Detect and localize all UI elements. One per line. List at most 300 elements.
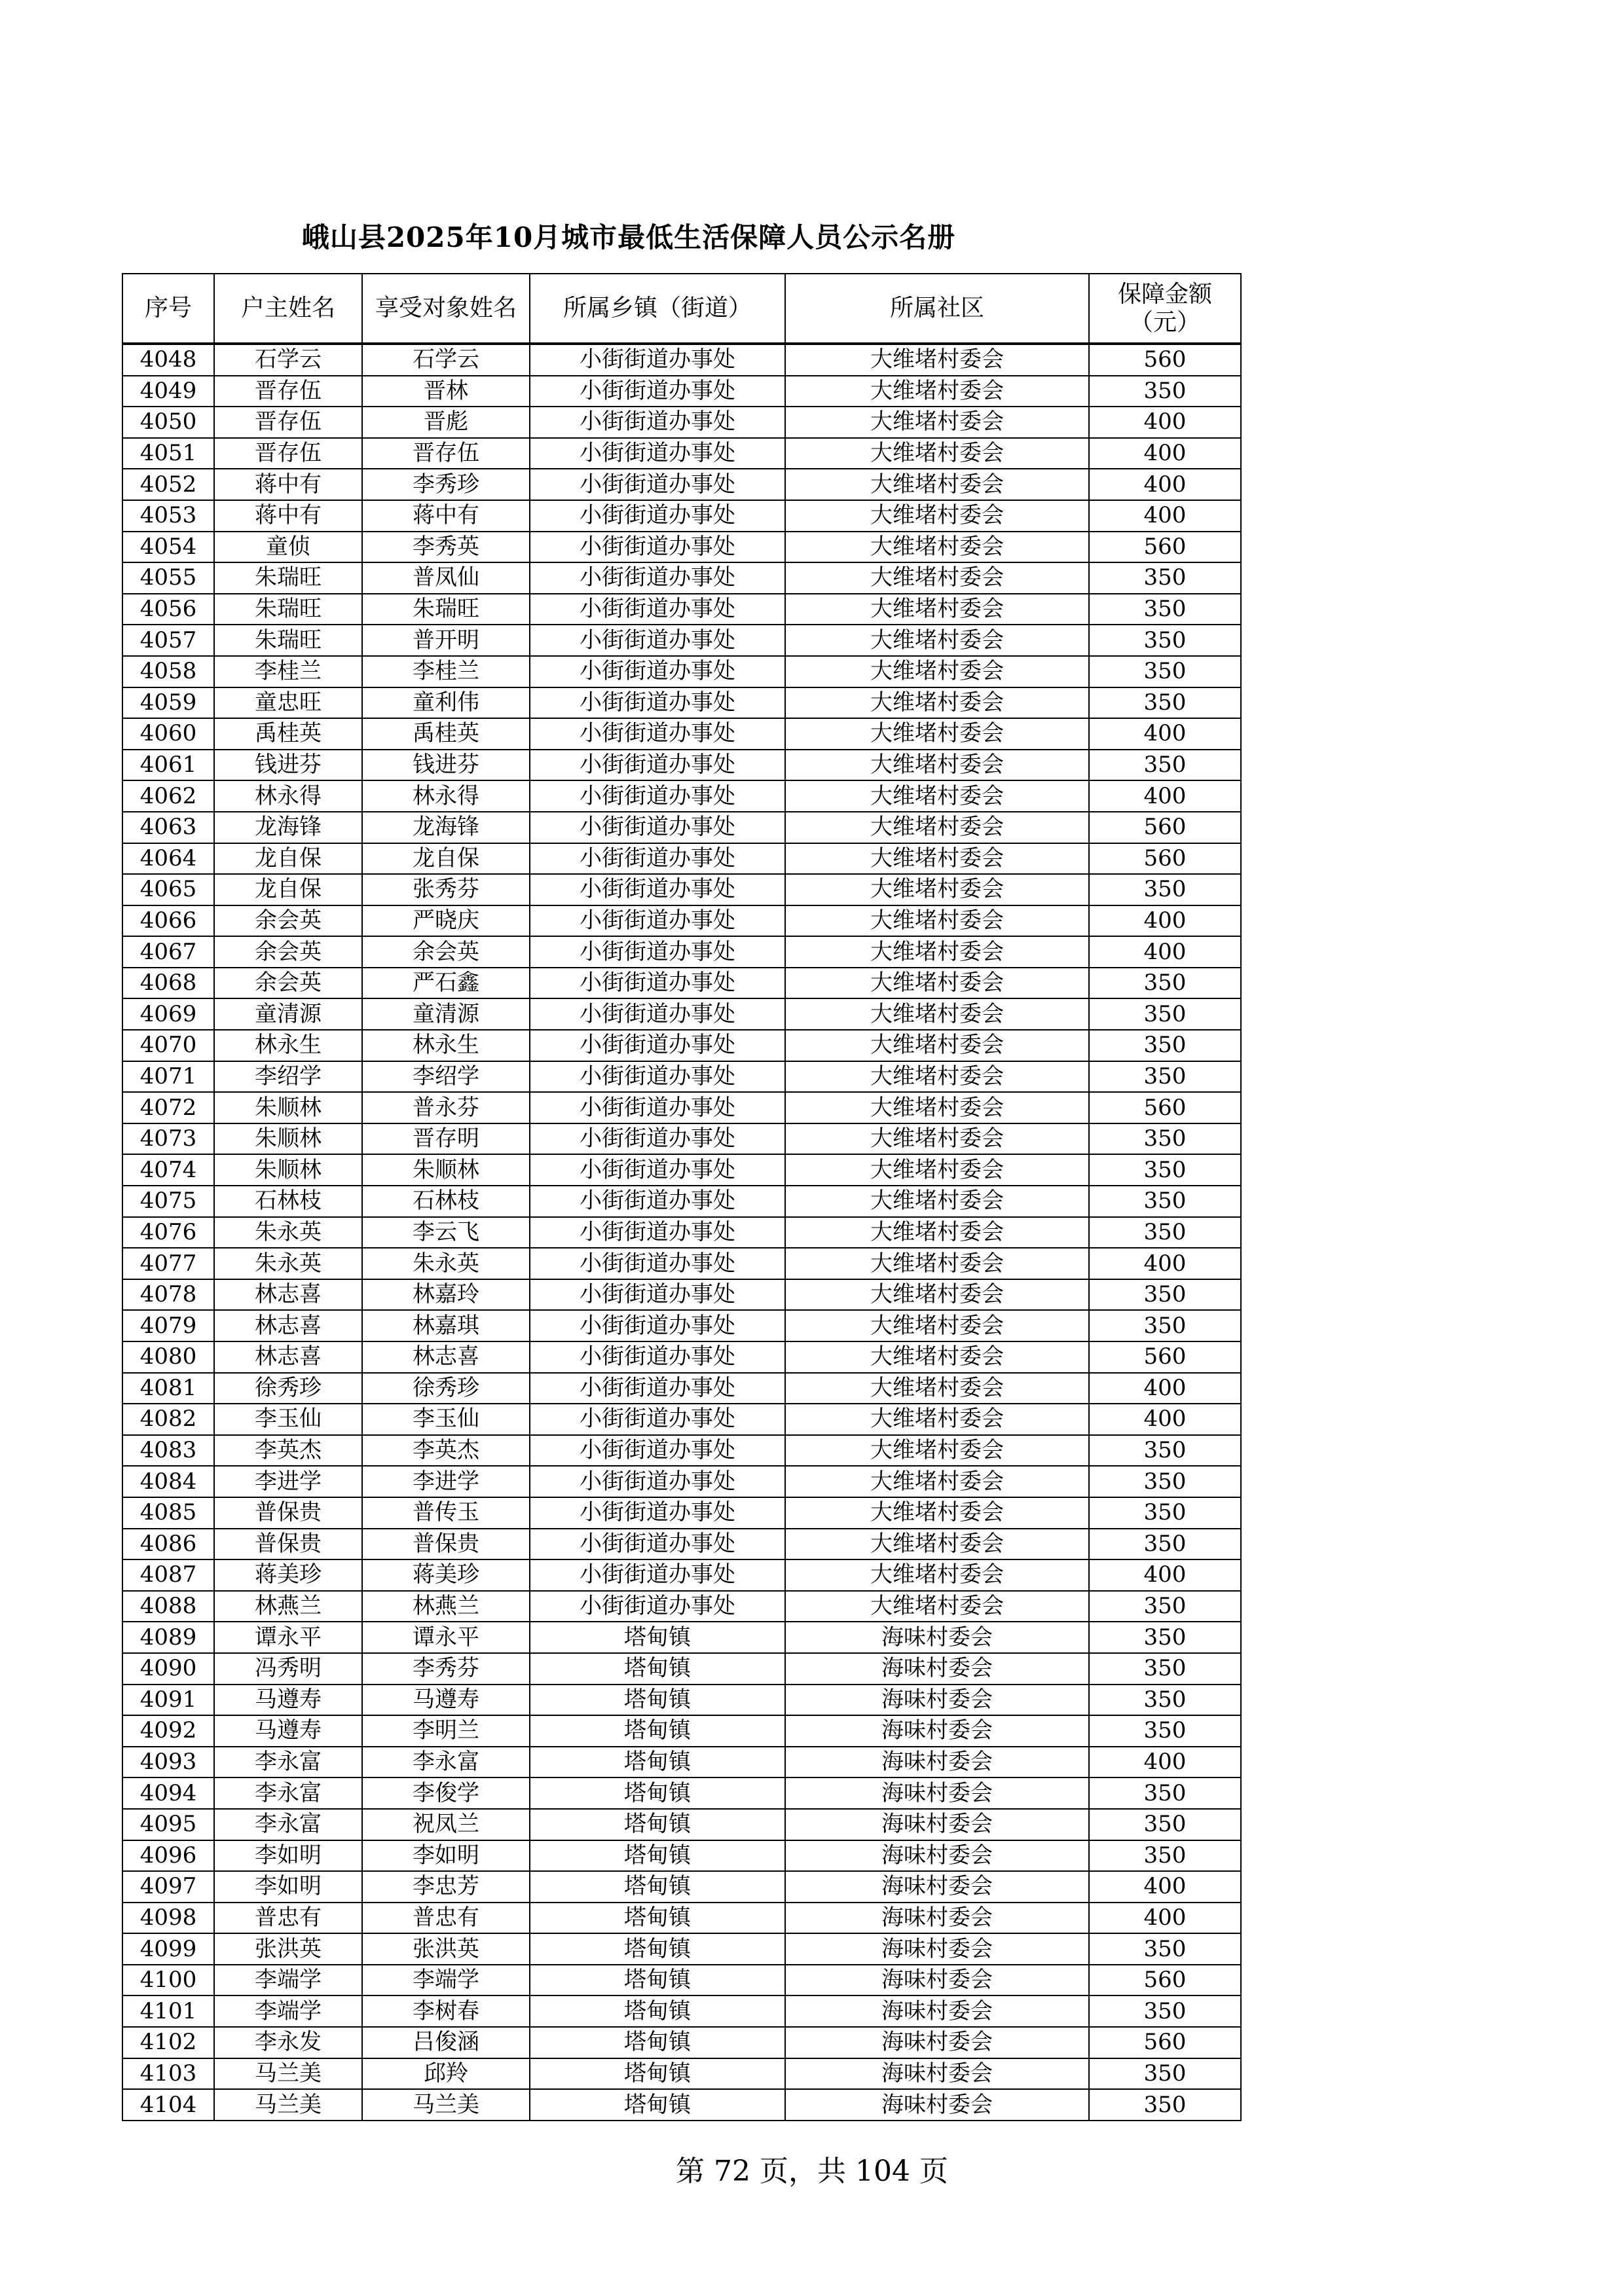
cell-township: 塔甸镇 [530, 1871, 785, 1903]
cell-amount: 350 [1089, 687, 1241, 719]
cell-householder: 李永富 [214, 1777, 362, 1809]
cell-householder: 童侦 [214, 532, 362, 563]
cell-community: 大维堵村委会 [785, 1466, 1089, 1497]
cell-community: 大维堵村委会 [785, 750, 1089, 781]
cell-householder: 李端学 [214, 1995, 362, 2027]
cell-recipient: 李云飞 [362, 1217, 530, 1248]
cell-amount: 350 [1089, 1840, 1241, 1872]
cell-township: 小街街道办事处 [530, 1529, 785, 1560]
cell-township: 小街街道办事处 [530, 656, 785, 687]
cell-householder: 朱顺林 [214, 1154, 362, 1186]
cell-amount: 400 [1089, 936, 1241, 968]
cell-householder: 马兰美 [214, 2089, 362, 2121]
cell-amount: 560 [1089, 344, 1241, 376]
cell-amount: 350 [1089, 1217, 1241, 1248]
cell-amount: 350 [1089, 1030, 1241, 1061]
cell-recipient: 童清源 [362, 998, 530, 1030]
cell-recipient: 蒋美珍 [362, 1559, 530, 1591]
table-row [122, 1747, 1241, 1778]
cell-amount: 350 [1089, 1995, 1241, 2027]
cell-township: 小街街道办事处 [530, 905, 785, 937]
cell-serial: 4103 [122, 2058, 214, 2090]
cell-amount: 400 [1089, 1871, 1241, 1903]
cell-amount: 400 [1089, 438, 1241, 469]
cell-township: 小街街道办事处 [530, 750, 785, 781]
cell-recipient: 朱瑞旺 [362, 594, 530, 625]
cell-community: 海味村委会 [785, 2089, 1089, 2121]
cell-householder: 朱瑞旺 [214, 562, 362, 594]
cell-householder: 晋存伍 [214, 407, 362, 438]
cell-recipient: 李桂兰 [362, 656, 530, 687]
cell-serial: 4058 [122, 656, 214, 687]
cell-recipient: 邱羚 [362, 2058, 530, 2090]
cell-township: 小街街道办事处 [530, 562, 785, 594]
cell-community: 大维堵村委会 [785, 1030, 1089, 1061]
cell-community: 海味村委会 [785, 1840, 1089, 1872]
cell-township: 塔甸镇 [530, 1840, 785, 1872]
cell-community: 海味村委会 [785, 1777, 1089, 1809]
table-row [122, 936, 1241, 968]
cell-recipient: 余会英 [362, 936, 530, 968]
cell-recipient: 普忠有 [362, 1903, 530, 1934]
cell-community: 海味村委会 [785, 2058, 1089, 2090]
cell-householder: 李进学 [214, 1466, 362, 1497]
cell-householder: 李如明 [214, 1871, 362, 1903]
cell-amount: 400 [1089, 718, 1241, 750]
cell-serial: 4086 [122, 1529, 214, 1560]
cell-householder: 徐秀珍 [214, 1373, 362, 1404]
cell-township: 塔甸镇 [530, 1622, 785, 1653]
cell-township: 塔甸镇 [530, 1933, 785, 1965]
cell-amount: 350 [1089, 1497, 1241, 1529]
table-row [122, 2027, 1241, 2058]
cell-community: 海味村委会 [785, 1903, 1089, 1934]
cell-serial: 4056 [122, 594, 214, 625]
cell-serial: 4062 [122, 780, 214, 812]
table-row [122, 1559, 1241, 1591]
cell-community: 大维堵村委会 [785, 843, 1089, 875]
cell-householder: 朱瑞旺 [214, 594, 362, 625]
cell-amount: 560 [1089, 812, 1241, 843]
table-row [122, 1061, 1241, 1093]
table-row [122, 1777, 1241, 1809]
cell-amount: 400 [1089, 905, 1241, 937]
cell-community: 海味村委会 [785, 1685, 1089, 1716]
cell-amount: 350 [1089, 998, 1241, 1030]
table-header [122, 274, 1241, 344]
cell-community: 大维堵村委会 [785, 1092, 1089, 1123]
cell-amount: 350 [1089, 1123, 1241, 1155]
cell-recipient: 李绍学 [362, 1061, 530, 1093]
cell-householder: 林燕兰 [214, 1591, 362, 1622]
cell-township: 小街街道办事处 [530, 438, 785, 469]
table-row [122, 718, 1241, 750]
table-row [122, 1373, 1241, 1404]
cell-serial: 4065 [122, 874, 214, 905]
cell-township: 小街街道办事处 [530, 1154, 785, 1186]
cell-serial: 4079 [122, 1310, 214, 1341]
table-row [122, 532, 1241, 563]
cell-community: 大维堵村委会 [785, 500, 1089, 532]
cell-amount: 400 [1089, 1373, 1241, 1404]
cell-serial: 4075 [122, 1186, 214, 1217]
document-title: 峨山县2025年10月城市最低生活保障人员公示名册 [301, 221, 956, 253]
cell-township: 小街街道办事处 [530, 1435, 785, 1467]
cell-community: 大维堵村委会 [785, 407, 1089, 438]
cell-amount: 350 [1089, 594, 1241, 625]
cell-serial: 4071 [122, 1061, 214, 1093]
cell-amount: 350 [1089, 1279, 1241, 1311]
cell-recipient: 普凤仙 [362, 562, 530, 594]
cell-community: 大维堵村委会 [785, 1154, 1089, 1186]
cell-community: 大维堵村委会 [785, 687, 1089, 719]
cell-recipient: 普传玉 [362, 1497, 530, 1529]
cell-serial: 4087 [122, 1559, 214, 1591]
cell-householder: 钱进芬 [214, 750, 362, 781]
cell-township: 小街街道办事处 [530, 874, 785, 905]
cell-amount: 350 [1089, 1809, 1241, 1840]
cell-township: 塔甸镇 [530, 1995, 785, 2027]
cell-recipient: 祝凤兰 [362, 1809, 530, 1840]
cell-recipient: 严石鑫 [362, 968, 530, 999]
cell-amount: 350 [1089, 2058, 1241, 2090]
cell-serial: 4067 [122, 936, 214, 968]
cell-serial: 4072 [122, 1092, 214, 1123]
cell-community: 大维堵村委会 [785, 438, 1089, 469]
cell-amount: 350 [1089, 1591, 1241, 1622]
cell-recipient: 龙海锋 [362, 812, 530, 843]
cell-householder: 童忠旺 [214, 687, 362, 719]
header-householder: 户主姓名 [214, 274, 362, 344]
cell-township: 小街街道办事处 [530, 1404, 785, 1435]
cell-community: 海味村委会 [785, 1747, 1089, 1778]
cell-community: 海味村委会 [785, 1715, 1089, 1747]
cell-township: 小街街道办事处 [530, 1279, 785, 1311]
cell-community: 大维堵村委会 [785, 1435, 1089, 1467]
cell-township: 小街街道办事处 [530, 1186, 785, 1217]
cell-township: 小街街道办事处 [530, 718, 785, 750]
cell-amount: 350 [1089, 1685, 1241, 1716]
cell-householder: 李英杰 [214, 1435, 362, 1467]
cell-serial: 4080 [122, 1341, 214, 1373]
cell-township: 小街街道办事处 [530, 780, 785, 812]
table-row [122, 2089, 1241, 2121]
cell-serial: 4073 [122, 1123, 214, 1155]
cell-householder: 朱顺林 [214, 1123, 362, 1155]
cell-community: 大维堵村委会 [785, 532, 1089, 563]
cell-householder: 李端学 [214, 1965, 362, 1996]
cell-amount: 560 [1089, 532, 1241, 563]
cell-householder: 龙自保 [214, 874, 362, 905]
table-row [122, 1248, 1241, 1279]
cell-community: 大维堵村委会 [785, 1186, 1089, 1217]
cell-recipient: 晋存明 [362, 1123, 530, 1155]
table-row [122, 1840, 1241, 1872]
cell-recipient: 张洪英 [362, 1933, 530, 1965]
cell-serial: 4088 [122, 1591, 214, 1622]
table-row [122, 376, 1241, 407]
cell-township: 小街街道办事处 [530, 1341, 785, 1373]
cell-amount: 350 [1089, 1186, 1241, 1217]
cell-recipient: 李秀英 [362, 532, 530, 563]
cell-serial: 4100 [122, 1965, 214, 1996]
cell-householder: 马遵寿 [214, 1685, 362, 1716]
cell-amount: 350 [1089, 1777, 1241, 1809]
cell-householder: 余会英 [214, 936, 362, 968]
cell-community: 海味村委会 [785, 1965, 1089, 1996]
cell-community: 大维堵村委会 [785, 594, 1089, 625]
cell-householder: 童清源 [214, 998, 362, 1030]
cell-serial: 4077 [122, 1248, 214, 1279]
cell-township: 塔甸镇 [530, 1965, 785, 1996]
cell-serial: 4074 [122, 1154, 214, 1186]
cell-householder: 冯秀明 [214, 1653, 362, 1685]
cell-township: 小街街道办事处 [530, 1591, 785, 1622]
cell-recipient: 李明兰 [362, 1715, 530, 1747]
cell-township: 塔甸镇 [530, 2027, 785, 2058]
cell-amount: 560 [1089, 2027, 1241, 2058]
cell-amount: 350 [1089, 1061, 1241, 1093]
cell-recipient: 普保贵 [362, 1529, 530, 1560]
table-row [122, 812, 1241, 843]
cell-serial: 4082 [122, 1404, 214, 1435]
cell-serial: 4069 [122, 998, 214, 1030]
cell-amount: 560 [1089, 1341, 1241, 1373]
cell-recipient: 蒋中有 [362, 500, 530, 532]
cell-householder: 普保贵 [214, 1529, 362, 1560]
cell-recipient: 李树春 [362, 1995, 530, 2027]
cell-serial: 4089 [122, 1622, 214, 1653]
cell-serial: 4084 [122, 1466, 214, 1497]
cell-householder: 普保贵 [214, 1497, 362, 1529]
cell-serial: 4066 [122, 905, 214, 937]
cell-amount: 350 [1089, 1529, 1241, 1560]
table-row [122, 500, 1241, 532]
cell-amount: 350 [1089, 1435, 1241, 1467]
table-row [122, 1030, 1241, 1061]
cell-serial: 4097 [122, 1871, 214, 1903]
cell-householder: 晋存伍 [214, 438, 362, 469]
cell-township: 塔甸镇 [530, 2089, 785, 2121]
cell-amount: 400 [1089, 1404, 1241, 1435]
cell-recipient: 朱永英 [362, 1248, 530, 1279]
cell-amount: 400 [1089, 407, 1241, 438]
cell-community: 海味村委会 [785, 1809, 1089, 1840]
cell-township: 小街街道办事处 [530, 1061, 785, 1093]
cell-township: 小街街道办事处 [530, 532, 785, 563]
cell-recipient: 马兰美 [362, 2089, 530, 2121]
cell-township: 小街街道办事处 [530, 1559, 785, 1591]
cell-serial: 4085 [122, 1497, 214, 1529]
table-row [122, 1715, 1241, 1747]
cell-serial: 4096 [122, 1840, 214, 1872]
cell-township: 小街街道办事处 [530, 1466, 785, 1497]
beneficiary-table [122, 273, 1242, 2121]
cell-householder: 林永生 [214, 1030, 362, 1061]
cell-householder: 龙海锋 [214, 812, 362, 843]
cell-serial: 4099 [122, 1933, 214, 1965]
cell-amount: 350 [1089, 750, 1241, 781]
cell-householder: 李桂兰 [214, 656, 362, 687]
cell-householder: 李永发 [214, 2027, 362, 2058]
cell-recipient: 张秀芬 [362, 874, 530, 905]
table-row [122, 1123, 1241, 1155]
cell-township: 小街街道办事处 [530, 625, 785, 656]
cell-amount: 350 [1089, 656, 1241, 687]
cell-householder: 朱永英 [214, 1248, 362, 1279]
cell-township: 小街街道办事处 [530, 500, 785, 532]
table-row [122, 1217, 1241, 1248]
table-row [122, 2058, 1241, 2090]
cell-serial: 4091 [122, 1685, 214, 1716]
cell-householder: 余会英 [214, 968, 362, 999]
cell-serial: 4049 [122, 376, 214, 407]
cell-recipient: 林嘉琪 [362, 1310, 530, 1341]
cell-community: 大维堵村委会 [785, 1341, 1089, 1373]
table-row [122, 1466, 1241, 1497]
cell-community: 海味村委会 [785, 2027, 1089, 2058]
cell-householder: 朱永英 [214, 1217, 362, 1248]
cell-township: 塔甸镇 [530, 1903, 785, 1934]
header-recipient: 享受对象姓名 [362, 274, 530, 344]
cell-community: 大维堵村委会 [785, 1310, 1089, 1341]
cell-recipient: 严晓庆 [362, 905, 530, 937]
cell-recipient: 吕俊涵 [362, 2027, 530, 2058]
cell-amount: 350 [1089, 1310, 1241, 1341]
cell-serial: 4050 [122, 407, 214, 438]
cell-amount: 400 [1089, 500, 1241, 532]
cell-amount: 400 [1089, 1559, 1241, 1591]
cell-recipient: 李端学 [362, 1965, 530, 1996]
cell-householder: 林志喜 [214, 1341, 362, 1373]
cell-serial: 4090 [122, 1653, 214, 1685]
cell-recipient: 林嘉玲 [362, 1279, 530, 1311]
cell-householder: 李绍学 [214, 1061, 362, 1093]
cell-serial: 4052 [122, 469, 214, 500]
cell-amount: 400 [1089, 780, 1241, 812]
page-footer: 第 72 页，共 104 页 [676, 2155, 948, 2188]
cell-serial: 4081 [122, 1373, 214, 1404]
cell-township: 小街街道办事处 [530, 344, 785, 376]
cell-serial: 4059 [122, 687, 214, 719]
cell-serial: 4068 [122, 968, 214, 999]
cell-serial: 4057 [122, 625, 214, 656]
cell-township: 小街街道办事处 [530, 1092, 785, 1123]
cell-serial: 4051 [122, 438, 214, 469]
table-row [122, 1092, 1241, 1123]
cell-serial: 4104 [122, 2089, 214, 2121]
cell-amount: 350 [1089, 1653, 1241, 1685]
cell-amount: 350 [1089, 625, 1241, 656]
cell-recipient: 马遵寿 [362, 1685, 530, 1716]
table-row [122, 625, 1241, 656]
cell-township: 小街街道办事处 [530, 687, 785, 719]
cell-recipient: 晋彪 [362, 407, 530, 438]
table-row [122, 1186, 1241, 1217]
cell-recipient: 朱顺林 [362, 1154, 530, 1186]
cell-amount: 400 [1089, 1903, 1241, 1934]
cell-township: 塔甸镇 [530, 1653, 785, 1685]
cell-serial: 4070 [122, 1030, 214, 1061]
cell-recipient: 李玉仙 [362, 1404, 530, 1435]
cell-community: 大维堵村委会 [785, 905, 1089, 937]
cell-householder: 林志喜 [214, 1310, 362, 1341]
table-row [122, 1154, 1241, 1186]
cell-householder: 李永富 [214, 1747, 362, 1778]
cell-recipient: 李进学 [362, 1466, 530, 1497]
cell-householder: 马遵寿 [214, 1715, 362, 1747]
cell-community: 海味村委会 [785, 1995, 1089, 2027]
cell-recipient: 李如明 [362, 1840, 530, 1872]
cell-recipient: 李忠芳 [362, 1871, 530, 1903]
cell-householder: 朱顺林 [214, 1092, 362, 1123]
cell-householder: 李永富 [214, 1809, 362, 1840]
table-row [122, 1497, 1241, 1529]
table-row [122, 968, 1241, 999]
cell-serial: 4054 [122, 532, 214, 563]
cell-serial: 4048 [122, 344, 214, 376]
cell-community: 大维堵村委会 [785, 936, 1089, 968]
cell-community: 大维堵村委会 [785, 1497, 1089, 1529]
cell-community: 大维堵村委会 [785, 625, 1089, 656]
cell-serial: 4078 [122, 1279, 214, 1311]
table-row [122, 1622, 1241, 1653]
cell-community: 大维堵村委会 [785, 376, 1089, 407]
cell-township: 小街街道办事处 [530, 376, 785, 407]
cell-community: 海味村委会 [785, 1871, 1089, 1903]
cell-householder: 蒋美珍 [214, 1559, 362, 1591]
table-row [122, 1310, 1241, 1341]
cell-community: 大维堵村委会 [785, 656, 1089, 687]
cell-recipient: 谭永平 [362, 1622, 530, 1653]
table-row [122, 1933, 1241, 1965]
cell-community: 大维堵村委会 [785, 1559, 1089, 1591]
cell-householder: 蒋中有 [214, 469, 362, 500]
cell-community: 大维堵村委会 [785, 874, 1089, 905]
cell-township: 小街街道办事处 [530, 1030, 785, 1061]
cell-community: 海味村委会 [785, 1653, 1089, 1685]
table-row [122, 1279, 1241, 1311]
cell-serial: 4095 [122, 1809, 214, 1840]
cell-householder: 龙自保 [214, 843, 362, 875]
cell-householder: 林永得 [214, 780, 362, 812]
cell-serial: 4076 [122, 1217, 214, 1248]
table-row [122, 1404, 1241, 1435]
cell-serial: 4053 [122, 500, 214, 532]
header-community: 所属社区 [785, 274, 1089, 344]
table-row [122, 656, 1241, 687]
cell-community: 大维堵村委会 [785, 1279, 1089, 1311]
table-row [122, 1435, 1241, 1467]
cell-amount: 560 [1089, 1965, 1241, 1996]
cell-amount: 350 [1089, 376, 1241, 407]
cell-amount: 350 [1089, 562, 1241, 594]
cell-householder: 蒋中有 [214, 500, 362, 532]
cell-township: 小街街道办事处 [530, 1497, 785, 1529]
cell-amount: 350 [1089, 1933, 1241, 1965]
table-row [122, 874, 1241, 905]
cell-recipient: 龙自保 [362, 843, 530, 875]
cell-amount: 350 [1089, 2089, 1241, 2121]
cell-serial: 4102 [122, 2027, 214, 2058]
cell-amount: 350 [1089, 1154, 1241, 1186]
cell-recipient: 李秀芬 [362, 1653, 530, 1685]
cell-township: 塔甸镇 [530, 1715, 785, 1747]
cell-recipient: 禹桂英 [362, 718, 530, 750]
cell-serial: 4083 [122, 1435, 214, 1467]
cell-community: 大维堵村委会 [785, 812, 1089, 843]
cell-township: 塔甸镇 [530, 1809, 785, 1840]
